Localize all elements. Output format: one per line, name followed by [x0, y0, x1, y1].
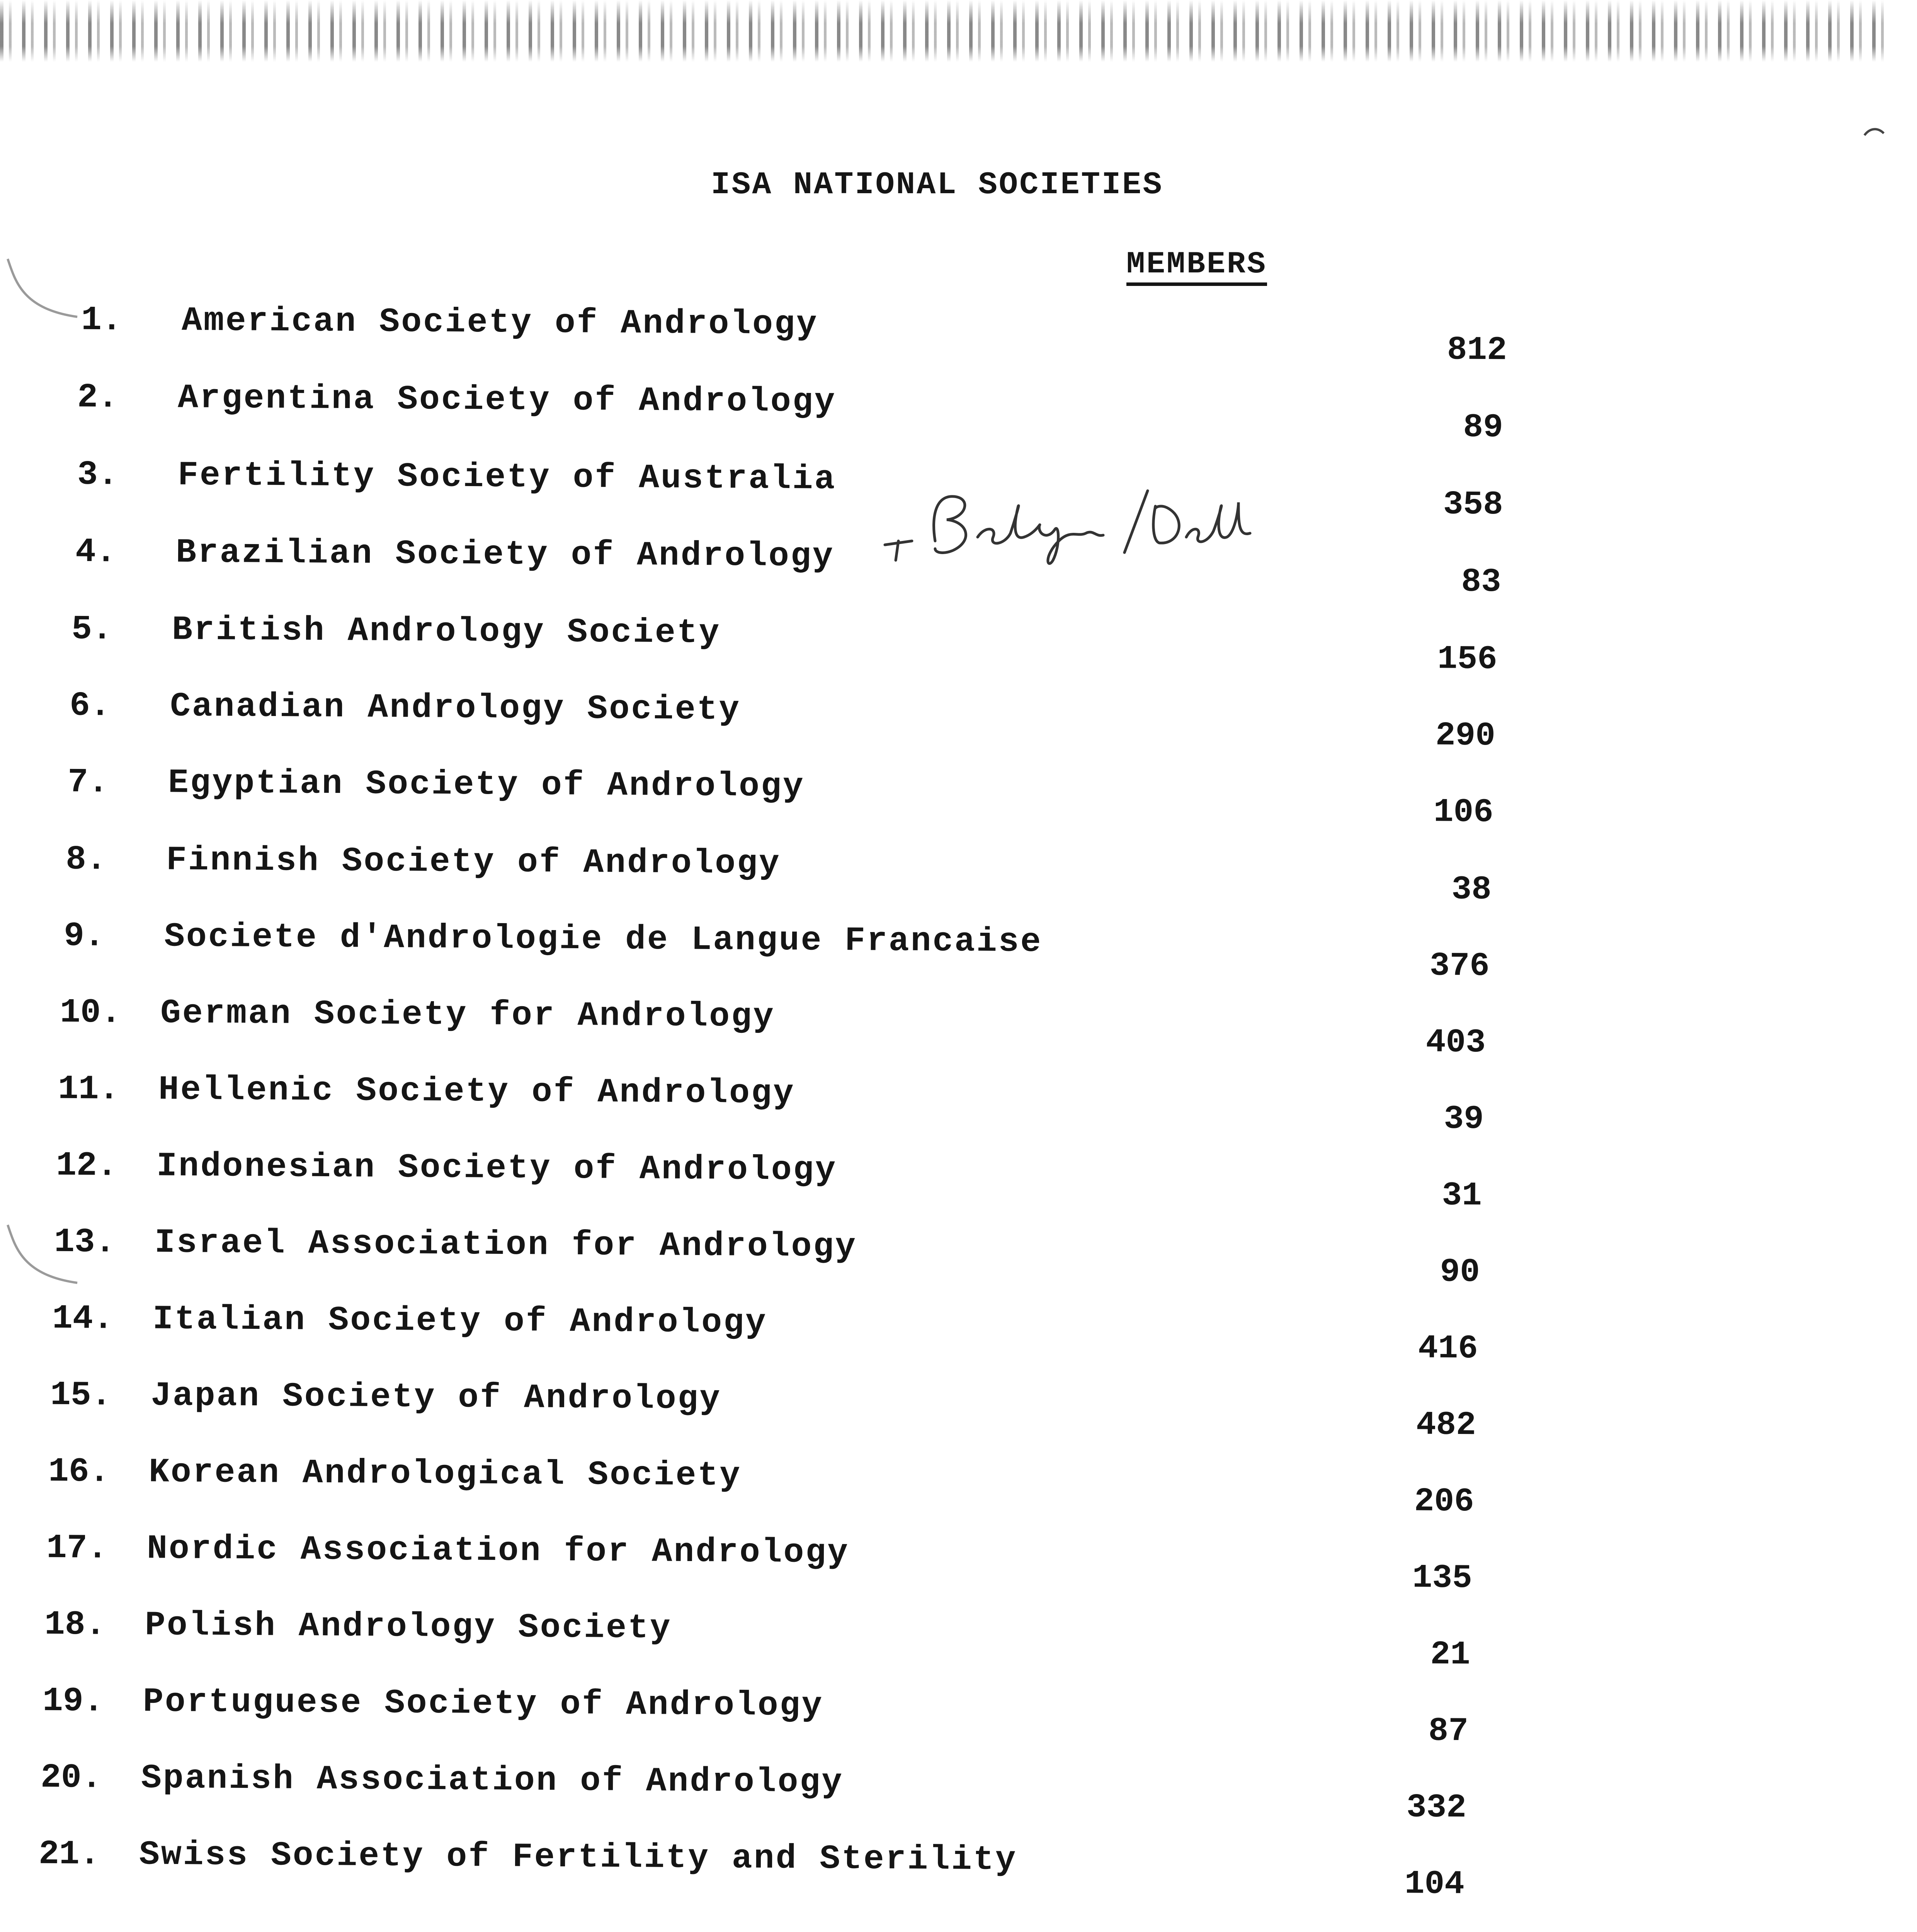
society-name: Israel Association for Andrology	[154, 1224, 857, 1267]
society-name: Canadian Andrology Society	[170, 687, 741, 730]
society-number: 11.	[58, 1070, 119, 1109]
society-row	[63, 917, 1610, 985]
society-name: Italian Society of Andrology	[152, 1300, 768, 1343]
society-members: 106	[1433, 793, 1494, 832]
society-row	[58, 1070, 1604, 1138]
society-number: 9.	[63, 917, 105, 956]
scan-mark-icon	[0, 1217, 85, 1310]
society-row	[67, 763, 1614, 832]
society-members: 812	[1447, 331, 1507, 369]
society-number: 16.	[48, 1452, 110, 1492]
society-name: Argentina Society of Andrology	[177, 379, 837, 422]
society-number: 15.	[50, 1376, 112, 1415]
society-row	[75, 533, 1621, 601]
society-row	[38, 1835, 1585, 1903]
society-members: 31	[1442, 1176, 1482, 1215]
society-row	[81, 301, 1627, 369]
society-row	[71, 610, 1618, 679]
scan-mark-icon	[1863, 124, 1886, 143]
society-name: British Andrology Society	[172, 611, 721, 653]
society-row	[69, 687, 1616, 755]
society-name: Finnish Society of Andrology	[166, 841, 781, 884]
society-row	[77, 456, 1623, 524]
society-number: 7.	[67, 763, 109, 802]
members-column-header: MEMBERS	[1126, 249, 1267, 286]
society-name: Korean Andrological Society	[148, 1453, 742, 1495]
society-members: 358	[1443, 485, 1504, 524]
society-members: 39	[1444, 1100, 1484, 1138]
society-row	[56, 1146, 1602, 1215]
society-number: 2.	[77, 378, 119, 417]
society-members: 156	[1437, 640, 1498, 679]
society-number: 10.	[60, 993, 121, 1032]
society-members: 403	[1425, 1023, 1486, 1062]
society-members: 482	[1416, 1406, 1476, 1444]
society-row	[77, 378, 1623, 447]
society-row	[54, 1223, 1600, 1291]
society-name: Societe d'Andrologie de Langue Francaise	[164, 918, 1043, 962]
society-number: 12.	[56, 1146, 117, 1185]
society-number: 5.	[71, 610, 113, 649]
society-row	[50, 1376, 1596, 1444]
society-number: 20.	[40, 1759, 102, 1798]
society-name: German Society for Andrology	[160, 994, 776, 1037]
society-row	[40, 1759, 1587, 1827]
society-members: 38	[1451, 870, 1492, 909]
society-name: Egyptian Society of Andrology	[168, 764, 805, 806]
society-number: 17.	[46, 1529, 108, 1568]
society-members: 90	[1440, 1253, 1480, 1291]
society-members: 104	[1404, 1865, 1465, 1903]
society-number: 13.	[54, 1223, 116, 1262]
society-members: 376	[1429, 947, 1490, 985]
society-row	[52, 1299, 1598, 1368]
society-members: 290	[1435, 716, 1496, 755]
society-name: Brazilian Society of Andrology	[175, 534, 835, 576]
society-name: Fertility Society of Australia	[177, 456, 837, 499]
society-row	[65, 840, 1612, 909]
society-number: 8.	[65, 840, 107, 879]
society-number: 3.	[77, 456, 119, 495]
society-number: 21.	[38, 1835, 100, 1874]
society-members: 21	[1430, 1635, 1471, 1674]
society-row	[48, 1452, 1594, 1521]
society-number: 18.	[44, 1605, 106, 1645]
society-name: Spanish Association of Andrology	[141, 1759, 844, 1802]
society-number: 19.	[42, 1682, 104, 1721]
society-members: 87	[1428, 1712, 1469, 1750]
society-number: 4.	[75, 533, 117, 572]
society-name: Japan Society of Andrology	[150, 1377, 722, 1419]
society-row	[60, 993, 1606, 1062]
society-row	[42, 1682, 1589, 1750]
society-row	[46, 1529, 1592, 1597]
society-name: Polish Andrology Society	[145, 1606, 672, 1648]
society-number: 14.	[52, 1299, 114, 1338]
society-row	[44, 1605, 1590, 1674]
society-members: 332	[1406, 1788, 1467, 1827]
scan-mark-icon	[0, 251, 85, 344]
scan-edge-noise	[0, 0, 1886, 66]
society-number: 1.	[81, 301, 122, 340]
handwritten-note	[877, 479, 1256, 568]
society-name: Hellenic Society of Andrology	[158, 1071, 795, 1113]
society-name: Swiss Society of Fertility and Sterility	[139, 1836, 1017, 1880]
society-number: 6.	[69, 687, 111, 726]
society-name: Portuguese Society of Andrology	[143, 1683, 824, 1726]
page-title: ISA NATIONAL SOCIETIES	[711, 167, 1163, 203]
society-members: 135	[1412, 1559, 1473, 1597]
society-members: 89	[1463, 408, 1504, 447]
society-name: American Society of Andrology	[181, 302, 818, 344]
society-name: Indonesian Society of Andrology	[156, 1147, 837, 1190]
society-name: Nordic Association for Andrology	[146, 1530, 850, 1573]
society-members: 83	[1461, 563, 1502, 601]
society-members: 416	[1418, 1329, 1478, 1368]
society-members: 206	[1414, 1482, 1475, 1521]
